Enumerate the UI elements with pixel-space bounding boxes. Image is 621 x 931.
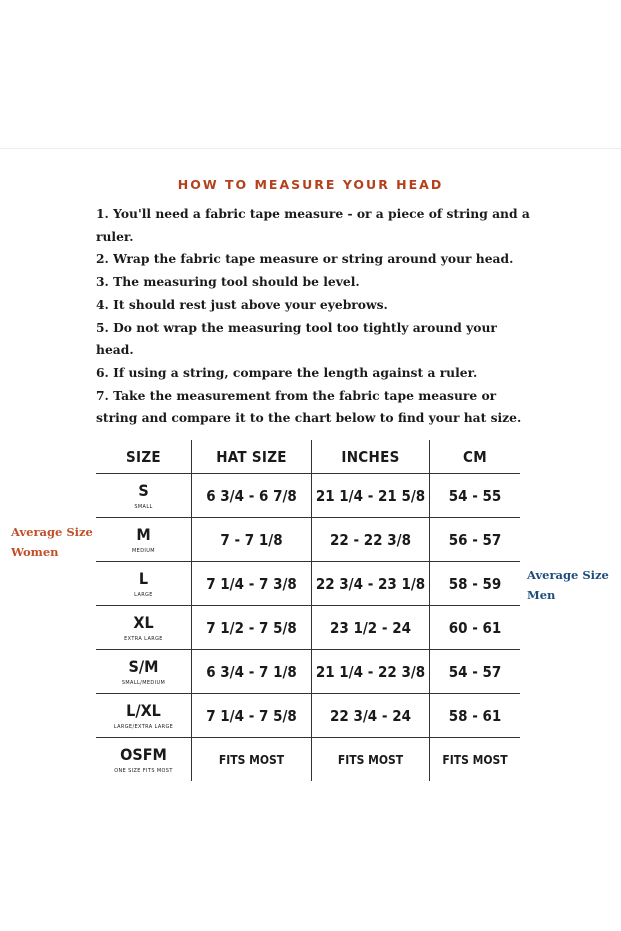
size-cell xyxy=(96,562,192,606)
size-chart-table xyxy=(96,440,520,781)
cm-cell: 54 - 57 xyxy=(430,650,521,694)
hat-size-cell: 7 1/4 - 7 5/8 xyxy=(192,694,312,738)
men-note-line1: Average Size xyxy=(527,568,609,582)
hat-size-cell: 7 - 7 1/8 xyxy=(192,518,312,562)
hat-size-cell: FITS MOST xyxy=(192,738,312,782)
hat-size-cell: 7 1/2 - 7 5/8 xyxy=(192,606,312,650)
cm-cell: 58 - 61 xyxy=(430,694,521,738)
instruction-step: 2. Wrap the fabric tape measure or string around your head. xyxy=(96,251,514,267)
inches-cell: 22 3/4 - 24 xyxy=(312,694,430,738)
average-size-men-note xyxy=(527,565,609,605)
size-label: L/XL xyxy=(126,700,161,720)
size-cell xyxy=(96,738,192,782)
size-sublabel: ONE SIZE FITS MOST xyxy=(114,767,173,774)
instruction-step: 3. The measuring tool should be level. xyxy=(96,274,360,290)
cm-cell: FITS MOST xyxy=(430,738,521,782)
top-blank-area xyxy=(0,0,621,149)
table-row xyxy=(96,694,520,738)
table-row xyxy=(96,606,520,650)
header-cm: CM xyxy=(430,440,521,474)
inches-cell: FITS MOST xyxy=(312,738,430,782)
cm-cell: 60 - 61 xyxy=(430,606,521,650)
size-sublabel: LARGE xyxy=(134,591,153,598)
header-hat-size: HAT SIZE xyxy=(192,440,312,474)
size-cell xyxy=(96,694,192,738)
average-size-women-note xyxy=(11,522,93,562)
table-row xyxy=(96,474,520,518)
instruction-step: 5. Do not wrap the measuring tool too tightly around your head. xyxy=(96,319,497,358)
table-row xyxy=(96,518,520,562)
table-row xyxy=(96,738,520,782)
instruction-step: 1. You'll need a fabric tape measure - or a piece of string and a ruler. xyxy=(96,206,530,244)
size-sublabel: SMALL/MEDIUM xyxy=(121,679,166,686)
men-note-line2: Men xyxy=(527,588,556,602)
size-sublabel: LARGE/EXTRA LARGE xyxy=(113,723,174,730)
size-label: S xyxy=(138,480,149,500)
size-cell xyxy=(96,518,192,562)
hat-size-cell: 7 1/4 - 7 3/8 xyxy=(192,562,312,606)
hat-size-cell: 6 3/4 - 6 7/8 xyxy=(192,474,312,518)
inches-cell: 23 1/2 - 24 xyxy=(312,606,430,650)
hat-size-cell: 6 3/4 - 7 1/8 xyxy=(192,650,312,694)
size-label: XL xyxy=(133,612,154,632)
cm-cell: 58 - 59 xyxy=(430,562,521,606)
header-inches: INCHES xyxy=(312,440,430,474)
women-note-line2: Women xyxy=(11,545,59,559)
instruction-step: 7. Take the measurement from the fabric tape measure or string and compare it to the chart below to find your hat size. xyxy=(96,387,522,426)
cm-cell: 56 - 57 xyxy=(430,518,521,562)
table-row xyxy=(96,650,520,694)
inches-cell: 22 - 22 3/8 xyxy=(312,518,430,562)
size-label: S/M xyxy=(128,656,159,676)
cm-cell: 54 - 55 xyxy=(430,474,521,518)
instruction-list xyxy=(96,203,536,430)
header-size: SIZE xyxy=(126,447,161,466)
size-label: L xyxy=(138,568,149,588)
size-sublabel: EXTRA LARGE xyxy=(124,635,163,642)
size-cell xyxy=(96,474,192,518)
women-note-line1: Average Size xyxy=(11,525,93,539)
instruction-step: 4. It should rest just above your eyebrows. xyxy=(96,296,388,312)
size-sublabel: SMALL xyxy=(134,503,153,510)
inches-cell: 22 3/4 - 23 1/8 xyxy=(312,562,430,606)
table-row xyxy=(96,562,520,606)
inches-cell: 21 1/4 - 22 3/8 xyxy=(312,650,430,694)
instruction-step: 6. If using a string, compare the length against a ruler. xyxy=(96,364,478,380)
page-title: HOW TO MEASURE YOUR HEAD xyxy=(177,177,444,192)
size-sublabel: MEDIUM xyxy=(132,547,155,554)
size-label: OSFM xyxy=(120,744,167,764)
size-label: M xyxy=(136,524,151,544)
table-header-row xyxy=(96,440,520,474)
size-cell xyxy=(96,606,192,650)
inches-cell: 21 1/4 - 21 5/8 xyxy=(312,474,430,518)
size-cell xyxy=(96,650,192,694)
